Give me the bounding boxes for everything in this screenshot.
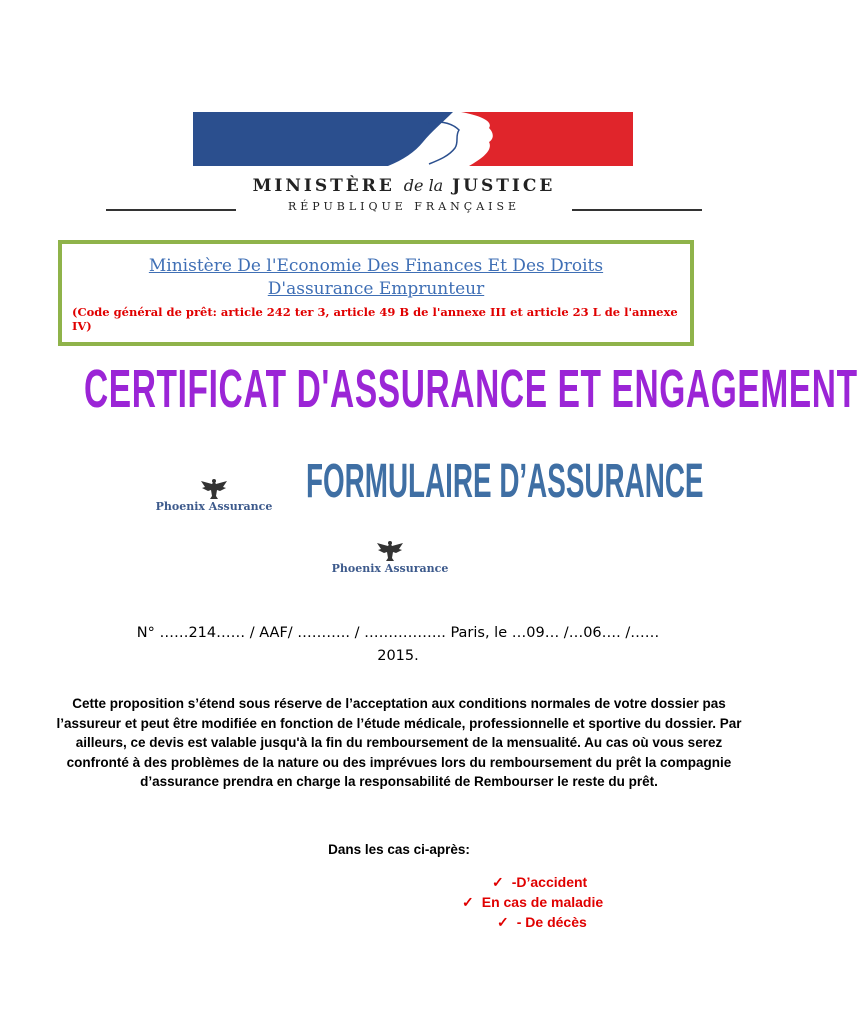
box-title-line-2: D'assurance Emprunteur	[267, 279, 485, 299]
case-label: En cas de maladie	[481, 894, 604, 910]
ministry-box	[58, 240, 694, 346]
republic-subtitle: RÉPUBLIQUE FRANÇAISE	[287, 200, 521, 213]
republic-row	[106, 200, 702, 220]
legal-code-text: (Code général de prêt: article 242 ter 3, article 49 B de l'annexe III et article 23 L de l'annexe IV)	[72, 305, 678, 333]
check-icon: ✓	[492, 874, 504, 890]
phoenix-label-2: Phoenix Assurance	[331, 562, 449, 575]
ministry-box-title	[62, 255, 690, 301]
case-item-death	[497, 914, 587, 931]
marianne-flag-icon	[193, 112, 633, 166]
cases-label: Dans les cas ci-après:	[328, 842, 470, 857]
phoenix-logo-1	[146, 478, 282, 513]
reference-line	[60, 622, 736, 668]
case-label: -D’accident	[511, 874, 588, 890]
reference-line-1: N° ……214…… / AAF/ ……….. / …………….. Paris, le …09… /…06…. /……	[136, 625, 660, 641]
phoenix-logo-2	[322, 540, 458, 575]
check-icon: ✓	[497, 914, 509, 930]
case-label: - De décès	[516, 914, 587, 930]
form-title: FORMULAIRE D’ASSURANCE	[306, 455, 704, 508]
case-item-illness	[462, 894, 603, 911]
reference-line-2: 2015.	[377, 648, 419, 664]
certificate-title: CERTIFICAT D'ASSURANCE ET ENGAGEMENT	[84, 359, 858, 419]
ministry-logo	[98, 100, 710, 225]
proposition-paragraph: Cette proposition s’étend sous réserve de l’acceptation aux conditions normales de votre dossier pas l’assureur et peut être modifiée en fonction de l’étude médicale, professionnelle et sportive du dossier. Par ailleurs, ce devis est valable jusqu'à la fin du remboursement de la mensualité. Au cas où vous serez confronté à des problèmes de la nature ou des imprévues lors du remboursement du prêt la compagnie d’assurance prendra en charge la responsabilité de Rembourser le reste du prêt.	[56, 696, 742, 789]
eagle-icon	[199, 478, 229, 500]
eagle-icon	[375, 540, 405, 562]
case-item-accident	[492, 874, 587, 891]
box-title-line-1: Ministère De l'Economie Des Finances Et Des Droits	[148, 256, 604, 276]
ministry-title: MINISTÈRE de la JUSTICE	[252, 176, 556, 196]
phoenix-label-1: Phoenix Assurance	[155, 500, 273, 513]
check-icon: ✓	[462, 894, 474, 910]
